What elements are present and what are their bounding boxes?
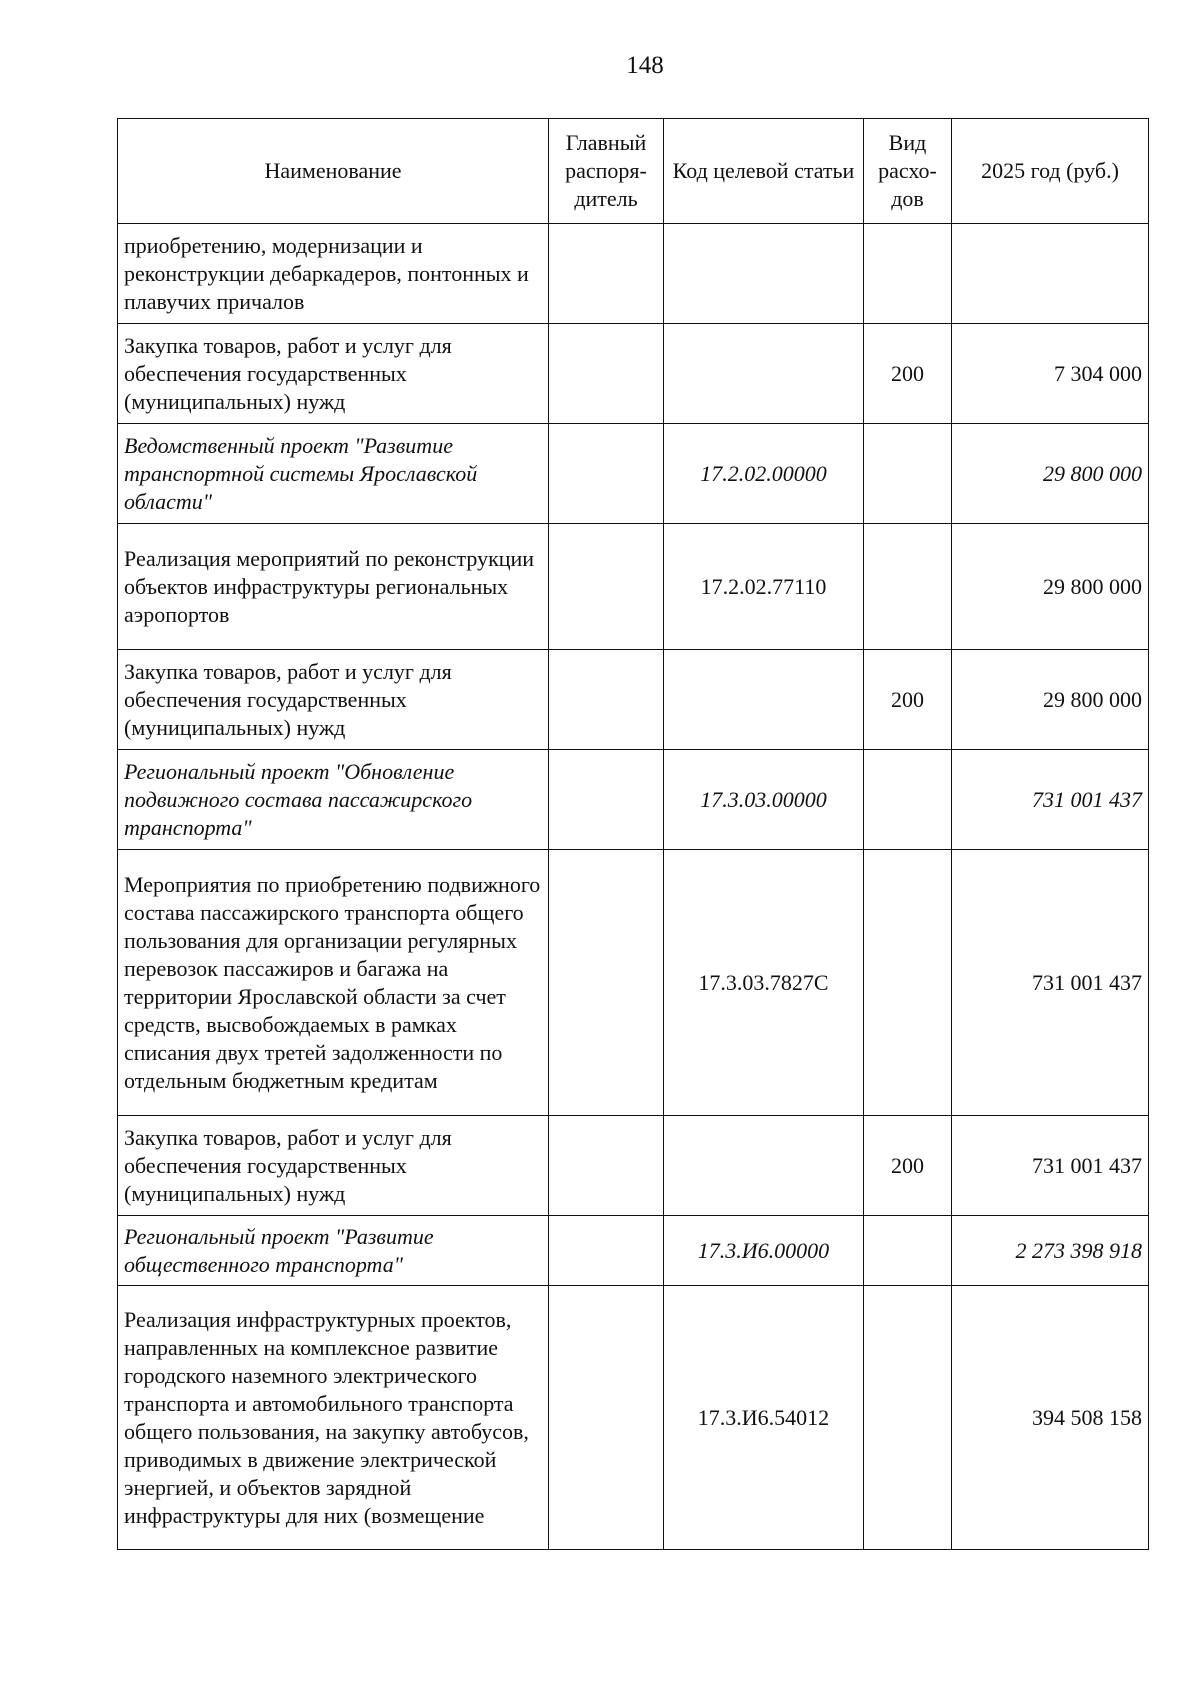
cell-administrator — [549, 650, 664, 750]
cell-name: Региональный проект "Обновление подвижного состава пассажирского транспорта" — [118, 750, 549, 850]
cell-code — [664, 224, 864, 324]
cell-kind — [864, 750, 952, 850]
cell-amount: 29 800 000 — [952, 524, 1149, 650]
cell-amount: 2 273 398 918 — [952, 1216, 1149, 1286]
cell-kind — [864, 850, 952, 1116]
cell-code — [664, 1116, 864, 1216]
cell-code — [664, 650, 864, 750]
cell-kind — [864, 424, 952, 524]
cell-code: 17.3.И6.00000 — [664, 1216, 864, 1286]
cell-administrator — [549, 324, 664, 424]
cell-amount: 394 508 158 — [952, 1286, 1149, 1550]
table-row — [118, 324, 1149, 424]
header-name: Наименование — [118, 119, 549, 224]
table-header-row — [118, 119, 1149, 224]
cell-amount: 7 304 000 — [952, 324, 1149, 424]
cell-amount: 29 800 000 — [952, 424, 1149, 524]
cell-code: 17.3.03.00000 — [664, 750, 864, 850]
cell-administrator — [549, 1286, 664, 1550]
table-row — [118, 1286, 1149, 1550]
cell-name: Закупка товаров, работ и услуг для обеспечения государственных (муниципальных) нужд — [118, 650, 549, 750]
table-row — [118, 224, 1149, 324]
cell-name: Закупка товаров, работ и услуг для обеспечения государственных (муниципальных) нужд — [118, 324, 549, 424]
cell-amount: 731 001 437 — [952, 750, 1149, 850]
table-row — [118, 1216, 1149, 1286]
cell-administrator — [549, 1216, 664, 1286]
header-amount: 2025 год (руб.) — [952, 119, 1149, 224]
header-code: Код целевой статьи — [664, 119, 864, 224]
budget-table — [117, 118, 1149, 1550]
table-row — [118, 1116, 1149, 1216]
cell-name: приобретению, модернизации и реконструкции дебаркадеров, понтонных и плавучих причалов — [118, 224, 549, 324]
cell-kind — [864, 1286, 952, 1550]
table-row — [118, 424, 1149, 524]
cell-kind — [864, 524, 952, 650]
cell-name: Ведомственный проект "Развитие транспортной системы Ярославской области" — [118, 424, 549, 524]
cell-administrator — [549, 750, 664, 850]
cell-code: 17.3.03.7827С — [664, 850, 864, 1116]
table-row — [118, 850, 1149, 1116]
cell-name: Мероприятия по приобретению подвижного состава пассажирского транспорта общего пользования для организации регулярных перевозок пассажиров и багажа на территории Ярославской области за счет средств, высвобождаемых в рамках списания двух третей задолженности по отдельным бюджетным кредитам — [118, 850, 549, 1116]
page-number: 148 — [626, 52, 664, 79]
cell-kind: 200 — [864, 650, 952, 750]
cell-code — [664, 324, 864, 424]
cell-amount: 731 001 437 — [952, 1116, 1149, 1216]
cell-code: 17.3.И6.54012 — [664, 1286, 864, 1550]
table-row — [118, 524, 1149, 650]
cell-kind: 200 — [864, 324, 952, 424]
table-row — [118, 750, 1149, 850]
cell-kind — [864, 1216, 952, 1286]
table-row — [118, 650, 1149, 750]
header-administrator: Главный распоря-дитель — [549, 119, 664, 224]
cell-administrator — [549, 224, 664, 324]
cell-administrator — [549, 424, 664, 524]
cell-amount — [952, 224, 1149, 324]
cell-name: Реализация мероприятий по реконструкции объектов инфраструктуры региональных аэропортов — [118, 524, 549, 650]
cell-administrator — [549, 1116, 664, 1216]
cell-code: 17.2.02.00000 — [664, 424, 864, 524]
cell-name: Закупка товаров, работ и услуг для обеспечения государственных (муниципальных) нужд — [118, 1116, 549, 1216]
cell-administrator — [549, 850, 664, 1116]
cell-kind — [864, 224, 952, 324]
cell-name: Региональный проект "Развитие общественного транспорта" — [118, 1216, 549, 1286]
cell-administrator — [549, 524, 664, 650]
cell-amount: 29 800 000 — [952, 650, 1149, 750]
cell-code: 17.2.02.77110 — [664, 524, 864, 650]
header-kind: Вид расхо-дов — [864, 119, 952, 224]
cell-kind: 200 — [864, 1116, 952, 1216]
cell-name: Реализация инфраструктурных проектов, направленных на комплексное развитие городского наземного электрического транспорта и автомобильного транспорта общего пользования, на закупку автобусов, приводимых в движение электрической энергией, и объектов зарядной инфраструктуры для них (возмещение — [118, 1286, 549, 1550]
cell-amount: 731 001 437 — [952, 850, 1149, 1116]
